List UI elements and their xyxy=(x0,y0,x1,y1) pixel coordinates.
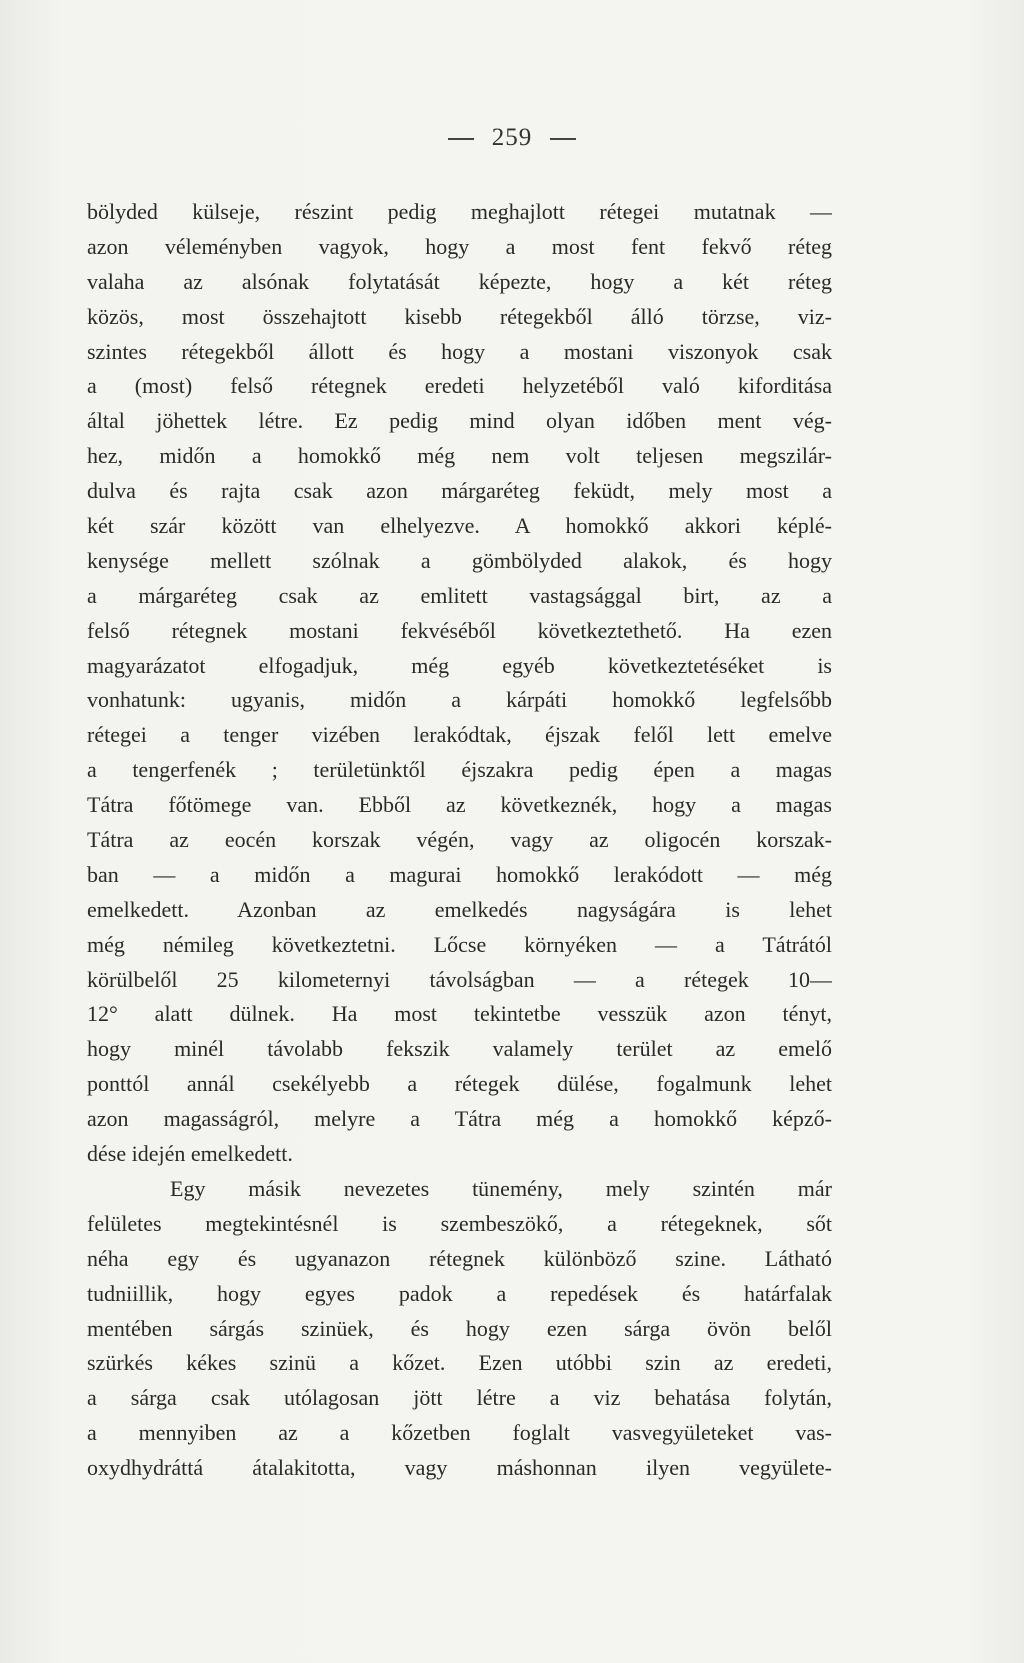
text-line: két szár között van elhelyezve. A homokkő akkori képlé- xyxy=(87,513,832,539)
text-line: a (most) felső rétegnek eredeti helyzetéből való kiforditása xyxy=(87,373,832,399)
text-line: valaha az alsónak folytatását képezte, hogy a két réteg xyxy=(87,268,832,294)
page-number: 259 xyxy=(491,124,533,151)
text-line: körülbelől 25 kilometernyi távolságban — a rétegek 10— xyxy=(87,966,832,992)
page-header xyxy=(0,124,1024,152)
body-text xyxy=(87,195,832,1486)
text-line: Tátra főtömege van. Ebből az következnék, hogy a magas xyxy=(87,792,832,818)
paragraph-end-line: dése idején emelkedett. xyxy=(87,1141,293,1167)
text-line: tudniillik, hogy egyes padok a repedések és határfalak xyxy=(87,1280,832,1306)
text-line: vonhatunk: ugyanis, midőn a kárpáti homokkő legfelsőbb xyxy=(87,687,832,713)
text-line: magyarázatot elfogadjuk, még egyéb következtetéséket is xyxy=(87,652,832,678)
text-line: mentében sárgás szinüek, és hogy ezen sárga övön belől xyxy=(87,1315,832,1341)
text-line: kenysége mellett szólnak a gömbölyded alakok, és hogy xyxy=(87,547,832,573)
text-line: rétegei a tenger vizében lerakódtak, éjszak felől lett emelve xyxy=(87,722,832,748)
text-line: Tátra az eocén korszak végén, vagy az oligocén korszak- xyxy=(87,827,832,853)
paragraph-start-line: Egy másik nevezetes tünemény, mely szintén már xyxy=(170,1175,832,1201)
text-line: a sárga csak utólagosan jött létre a viz behatása folytán, xyxy=(87,1385,832,1411)
text-line: a márgaréteg csak az emlitett vastagsággal birt, az a xyxy=(87,582,832,608)
text-line: dulva és rajta csak azon márgaréteg feküdt, mely most a xyxy=(87,478,832,504)
text-line: felső rétegnek mostani fekvéséből következtethető. Ha ezen xyxy=(87,617,832,643)
text-line: szürkés kékes szinü a kőzet. Ezen utóbbi szin az eredeti, xyxy=(87,1350,832,1376)
header-dash-right xyxy=(550,138,576,140)
text-line: hogy minél távolabb fekszik valamely terület az emelő xyxy=(87,1036,832,1062)
text-line: felületes megtekintésnél is szembeszökő, a rétegeknek, sőt xyxy=(87,1210,832,1236)
text-line: oxydhydráttá átalakitotta, vagy máshonnan ilyen vegyülete- xyxy=(87,1455,832,1481)
text-line: ponttól annál csekélyebb a rétegek dülése, fogalmunk lehet xyxy=(87,1071,832,1097)
text-line: közös, most összehajtott kisebb rétegekből álló törzse, viz- xyxy=(87,303,832,329)
text-line: által jöhettek létre. Ez pedig mind olyan időben ment vég- xyxy=(87,408,832,434)
text-line: a mennyiben az a kőzetben foglalt vasvegyületeket vas- xyxy=(87,1420,832,1446)
text-line: a tengerfenék ; területünktől éjszakra pedig épen a magas xyxy=(87,757,832,783)
text-line: emelkedett. Azonban az emelkedés nagyságára is lehet xyxy=(87,896,832,922)
text-line: néha egy és ugyanazon rétegnek különböző szine. Látható xyxy=(87,1245,832,1271)
header-dash-left xyxy=(448,138,474,140)
text-line: azon magasságról, melyre a Tátra még a homokkő képző- xyxy=(87,1106,832,1132)
text-line: 12° alatt dülnek. Ha most tekintetbe vesszük azon tényt, xyxy=(87,1001,832,1027)
text-line: bölyded külseje, részint pedig meghajlott rétegei mutatnak — xyxy=(87,199,832,224)
text-line: hez, midőn a homokkő még nem volt teljesen megszilár- xyxy=(87,443,832,469)
text-line: szintes rétegekből állott és hogy a mostani viszonyok csak xyxy=(87,338,832,364)
text-line: még némileg következtetni. Lőcse környéken — a Tátrától xyxy=(87,931,832,957)
text-line: ban — a midőn a magurai homokkő lerakódott — még xyxy=(87,861,832,887)
text-line: azon véleményben vagyok, hogy a most fent fekvő réteg xyxy=(87,233,832,259)
